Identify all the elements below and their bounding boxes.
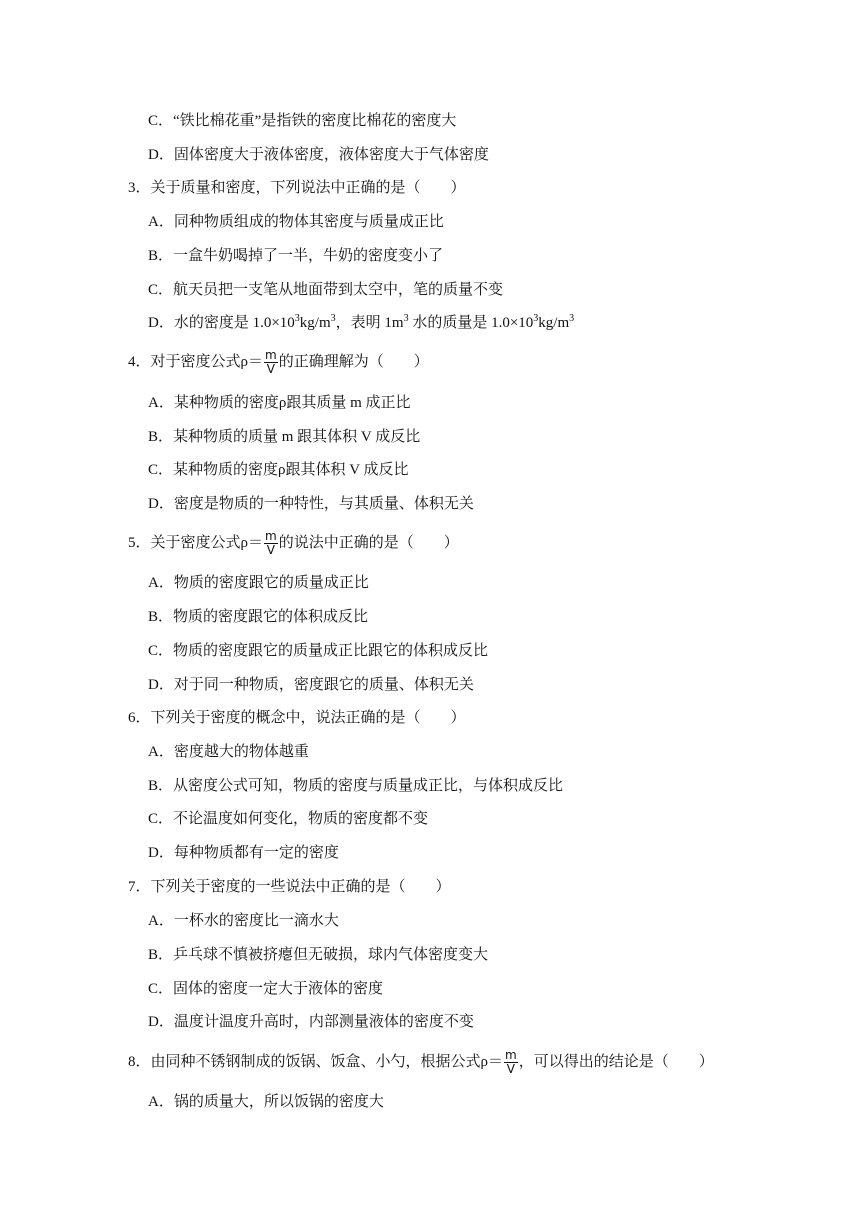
question-8: 8．由同种不锈钢制成的饭锅、饭盒、小勺，根据公式ρ＝ $\frac{m}{V}$ ，可以得出的结论是（ ）	[128, 1048, 714, 1076]
density-formula: $\frac{m}{V}$	[505, 1048, 517, 1076]
question-4: 4．对于密度公式ρ＝ $\frac{m}{V}$ 的正确理解为（ ）	[128, 348, 429, 376]
option-line: A．同种物质组成的物体其密度与质量成正比	[148, 214, 444, 230]
option-line: C．航天员把一支笔从地面带到太空中，笔的质量不变	[148, 282, 504, 298]
option-line: C．固体的密度一定大于液体的密度	[148, 981, 384, 997]
option-line: D．密度是物质的一种特性，与其质量、体积无关	[148, 496, 474, 512]
option-line: A．物质的密度跟它的质量成正比	[148, 575, 369, 591]
option-line: B．某种物质的质量 m 跟其体积 V 成反比	[148, 429, 421, 445]
option-line: C．物质的密度跟它的质量成正比跟它的体积成反比	[148, 643, 489, 659]
option-line: C．“铁比棉花重”是指铁的密度比棉花的密度大	[148, 113, 457, 129]
option-line: A．锅的质量大，所以饭锅的密度大	[148, 1094, 384, 1110]
option-line: D．温度计温度升高时，内部测量液体的密度不变	[148, 1014, 474, 1030]
option-line: B．一盒牛奶喝掉了一半，牛奶的密度变小了	[148, 248, 444, 264]
option-line: C．不论温度如何变化，物质的密度都不变	[148, 811, 429, 827]
option-line-q3-d: D．水的密度是 $1.0\times 10^3kg/m^3$，表明 $1m^3$ 水的质量是 $1.0\times 10^3kg/m^3$	[148, 313, 575, 331]
question-6: 6．下列关于密度的概念中，说法正确的是（ ）	[128, 710, 466, 726]
option-line: D．每种物质都有一定的密度	[148, 845, 339, 861]
option-line: B．物质的密度跟它的体积成反比	[148, 609, 369, 625]
question-7: 7．下列关于密度的一些说法中正确的是（ ）	[128, 879, 451, 895]
option-line: B．乒乓球不慎被挤瘪但无破损，球内气体密度变大	[148, 947, 489, 963]
option-line: C．某种物质的密度ρ跟其体积 V 成反比	[148, 462, 409, 478]
density-formula: $\frac{m}{V}$	[265, 529, 277, 557]
density-formula: $\frac{m}{V}$	[265, 348, 277, 376]
option-line: D．固体密度大于液体密度，液体密度大于气体密度	[148, 147, 489, 163]
option-line: A．密度越大的物体越重	[148, 744, 309, 760]
option-line: B．从密度公式可知，物质的密度与质量成正比，与体积成反比	[148, 778, 564, 794]
option-line: A．一杯水的密度比一滴水大	[148, 913, 339, 929]
option-line: A．某种物质的密度ρ跟其质量 m 成正比	[148, 395, 411, 411]
question-5: 5．关于密度公式ρ＝ $\frac{m}{V}$ 的说法中正确的是（ ）	[128, 529, 459, 557]
option-line: D．对于同一种物质，密度跟它的质量、体积无关	[148, 677, 474, 693]
question-3: 3．关于质量和密度，下列说法中正确的是（ ）	[128, 180, 466, 196]
